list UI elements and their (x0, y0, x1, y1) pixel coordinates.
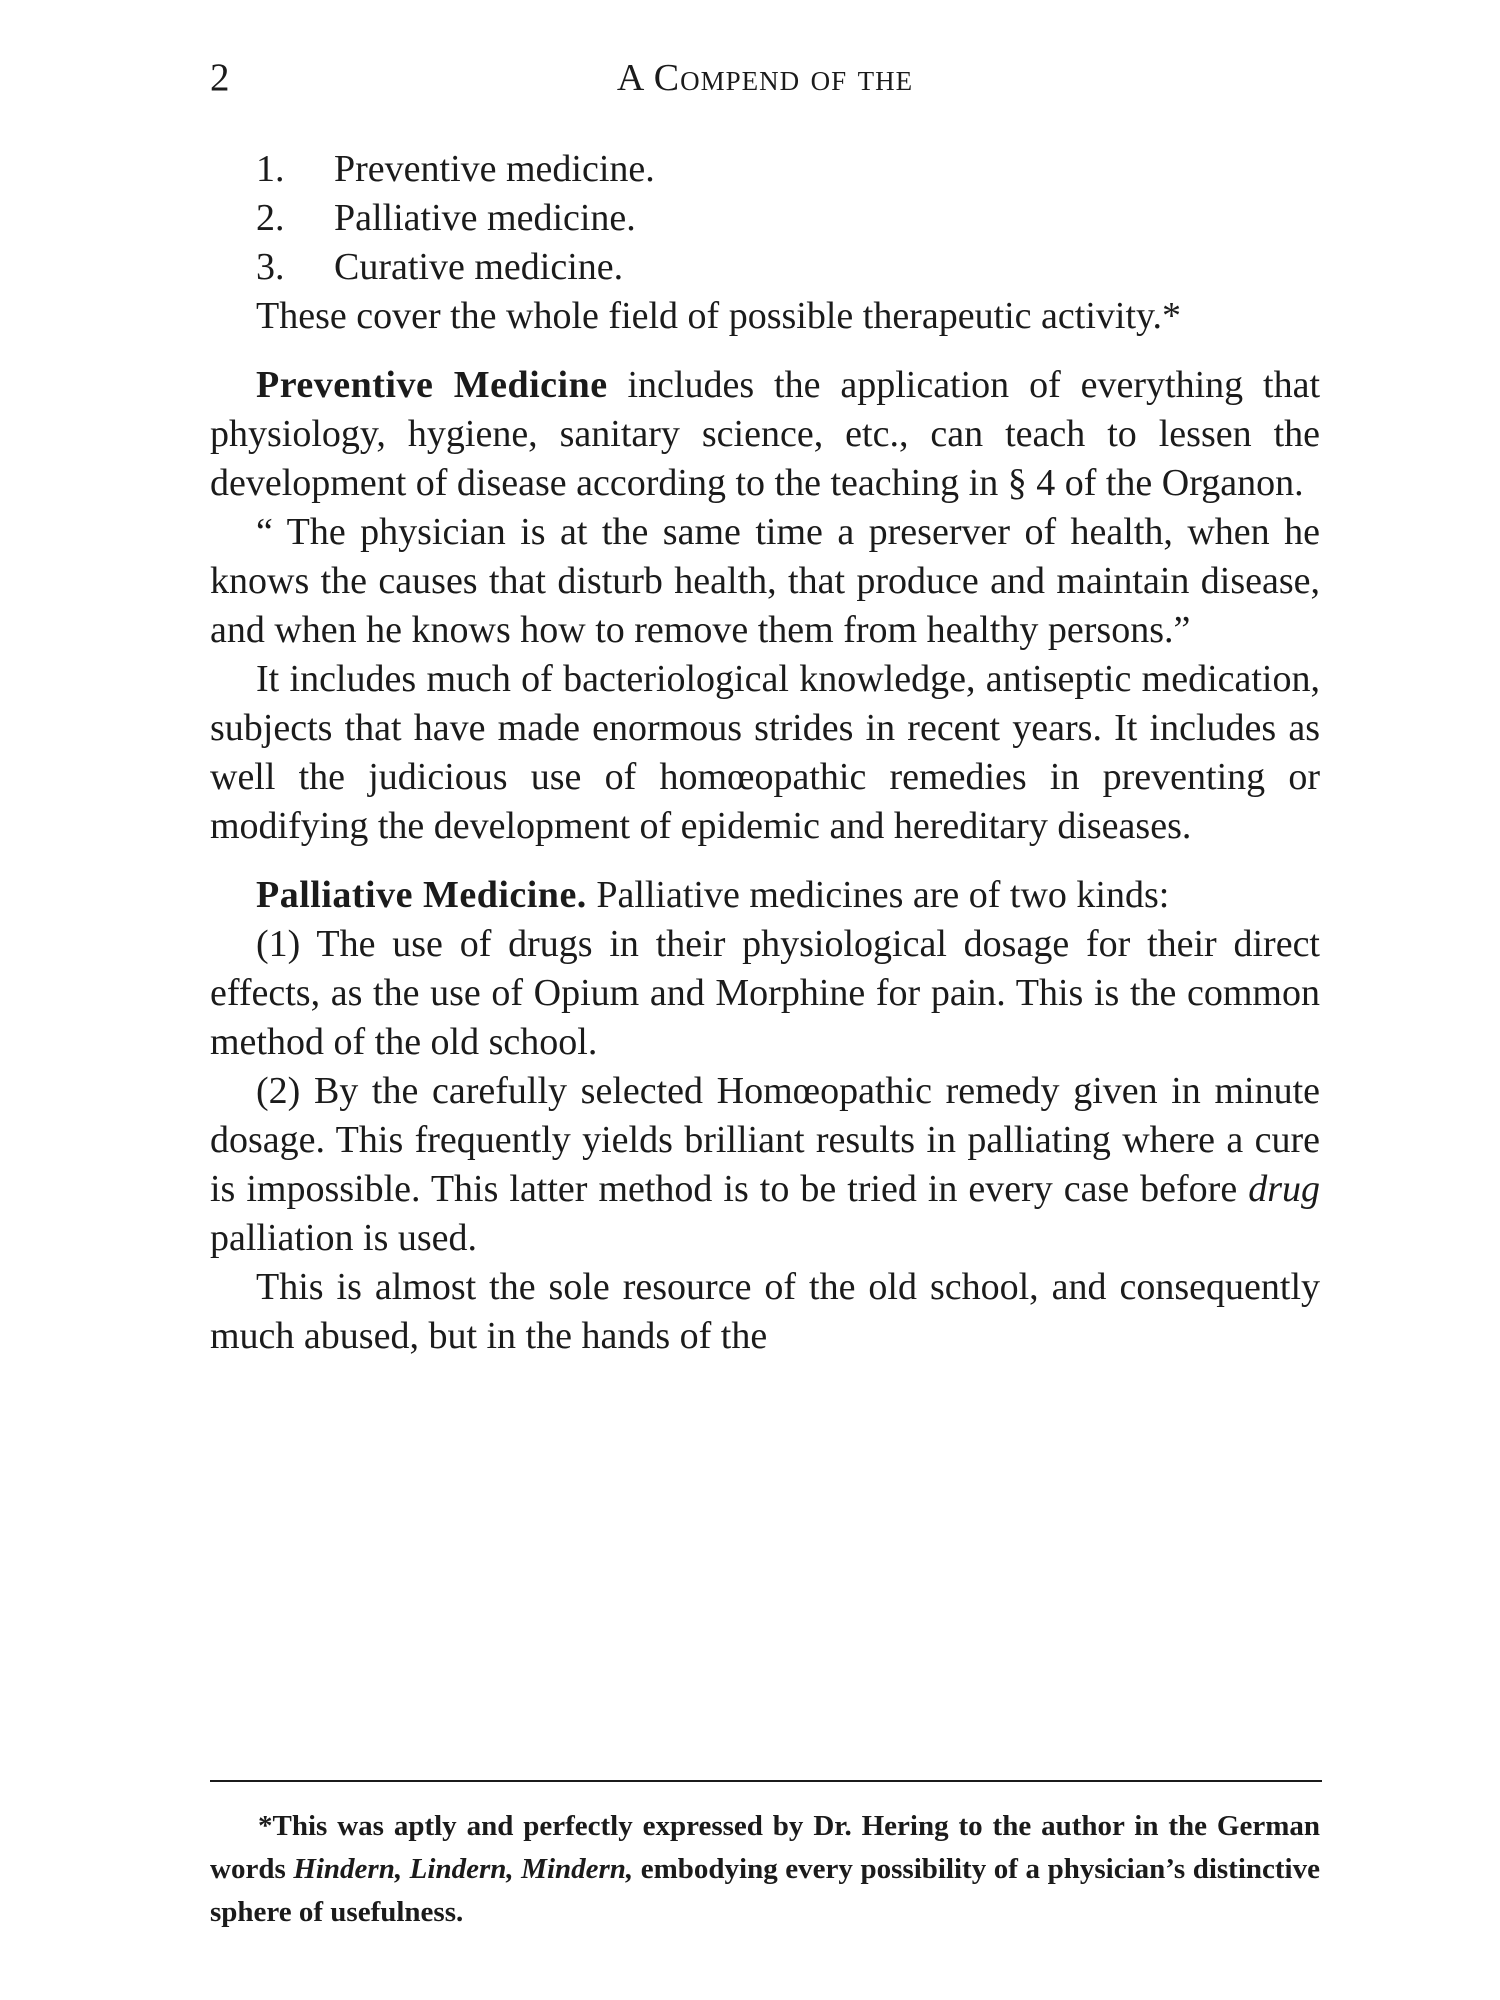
preventive-heading: Preventive Medicine (256, 364, 608, 406)
palliative-heading: Palliative Medicine. (256, 874, 587, 916)
preventive-paragraph (210, 361, 1320, 508)
palliative-intro: Palliative medicines are of two kinds: (586, 874, 1170, 916)
page-number: 2 (210, 56, 230, 99)
footnote-divider (210, 1780, 1322, 1782)
footnote-suffix: embodying every possibility of a physician’s distinctive sphere of usefulness. (210, 1853, 1320, 1928)
german-words: Hindern, Lindern, Mindern, (293, 1853, 634, 1885)
list-number: 2. (256, 197, 285, 239)
preventive-text: includes the application of everything that physiology, hygiene, sanitary science, etc., can teach to lessen the development of disease according to the teaching in § 4 of the Organon. (210, 364, 1321, 504)
physician-quote: “ The physician is at the same time a preserver of health, when he knows the causes that disturb health, that produce and maintain disease, and when he knows how to remove them from healthy persons.” (210, 511, 1320, 651)
list-item (256, 145, 1320, 194)
includes-paragraph: It includes much of bacteriological knowledge, antiseptic medication, subjects that have made enormous strides in recent years. It includes as well the judicious use of homœopathic remedies in preventing or modifying the development of epidemic and hereditary diseases. (210, 658, 1320, 847)
page-header (210, 52, 1320, 104)
footnote (210, 1805, 1320, 1934)
list-number: 1. (256, 148, 285, 190)
list-text: Curative medicine. (334, 246, 624, 288)
main-text (210, 145, 1320, 1361)
list-text: Preventive medicine. (334, 148, 655, 190)
list-text: Palliative medicine. (334, 197, 636, 239)
palliative-paragraph (210, 871, 1320, 920)
footnote-prefix: *This was aptly and perfectly expressed by Dr. Hering to the author in the German words (210, 1810, 1320, 1885)
kind-two-end: palliation is used. (210, 1217, 478, 1259)
palliative-kind-one: (1) The use of drugs in their physiological dosage for their direct effects, as the use of Opium and Morphine for pain. This is the common method of the old school. (210, 923, 1320, 1063)
cover-paragraph: These cover the whole field of possible therapeutic activity.* (256, 295, 1182, 337)
drug-italic: drug (1248, 1168, 1320, 1210)
list-item (256, 243, 1320, 292)
kind-two-text: (2) By the carefully selected Homœopathic remedy given in minute dosage. This frequently yields brilliant results in palliating where a cure is impossible. This latter method is to be tried in every case before (210, 1070, 1320, 1210)
list-item (256, 194, 1320, 243)
final-paragraph: This is almost the sole resource of the old school, and consequently much abused, but in the hands of the (210, 1266, 1320, 1357)
palliative-kind-two (210, 1067, 1320, 1263)
running-head: A Compend of the (616, 57, 914, 99)
list-number: 3. (256, 246, 285, 288)
